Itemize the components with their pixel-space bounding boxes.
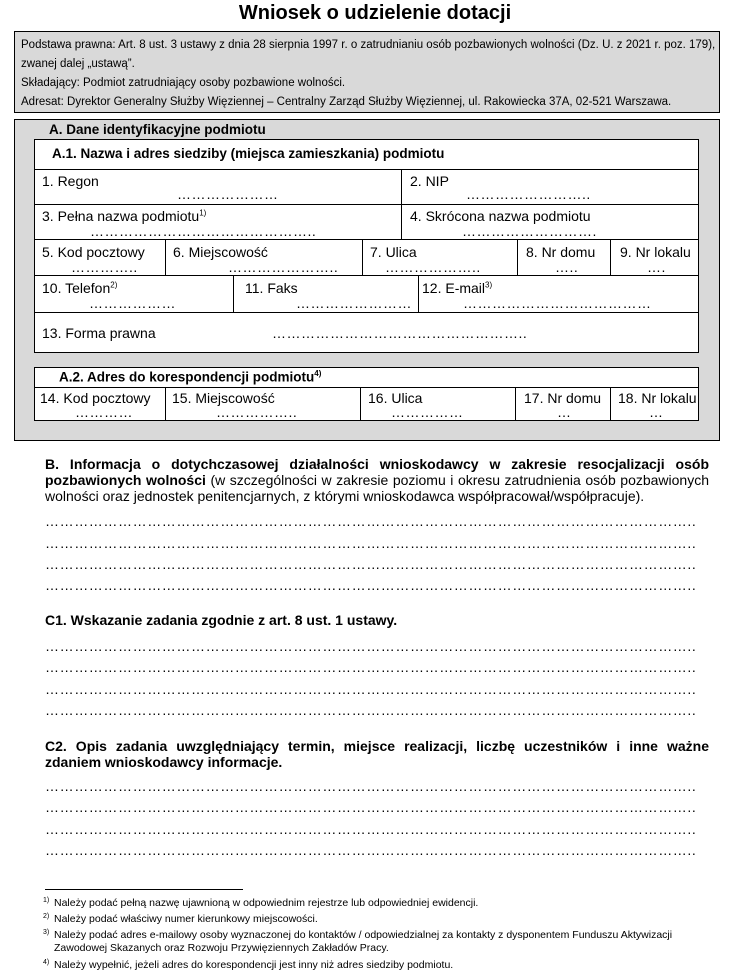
section-c1-fill-line[interactable]: ……………………………………………………………………………………………………………………..	[45, 638, 697, 654]
section-c2-title: C2. Opis zadania uwzględniający termin, miejsce realizacji, liczbę uczestników i inne ważne zdaniem wnioskodawcy informacje.	[45, 738, 709, 770]
footnote-text: Należy podać pełną nazwę ujawnioną w odpowiednim rejestrze lub odpowiedniej ewidencji.	[54, 897, 479, 909]
fax-dots: ……………………	[296, 295, 412, 311]
house-number-field[interactable]	[517, 239, 611, 276]
full-name-field[interactable]	[34, 204, 402, 240]
section-c2-fill-line[interactable]: ……………………………………………………………………………………………………………………..	[45, 821, 697, 837]
footnote	[45, 929, 715, 955]
corr-city-label: 15. Miejscowość	[172, 390, 275, 406]
short-name-field[interactable]	[401, 204, 699, 240]
section-b-title: B. Informacja o dotychczasowej działalności wnioskodawcy w zakresie resocjalizacji osób pozbawionych wolności	[45, 456, 709, 488]
corr-apartment-number-label: 18. Nr lokalu	[618, 390, 697, 406]
corr-street-dots: ……………	[391, 404, 464, 420]
city-field[interactable]	[165, 239, 363, 276]
section-b-fill-line[interactable]: ……………………………………………………………………………………………………………………..	[45, 535, 697, 551]
postal-code-label: 5. Kod pocztowy	[42, 244, 145, 260]
nip-field[interactable]	[401, 169, 699, 205]
form-title: Wniosek o udzielenie dotacji	[238, 2, 512, 24]
apartment-number-field[interactable]	[610, 239, 699, 276]
corr-apartment-number-field[interactable]	[610, 387, 699, 421]
footnote-divider	[45, 889, 243, 890]
footnote	[45, 897, 715, 910]
footnote-text: Należy podać właściwy numer kierunkowy miejscowości.	[54, 913, 318, 925]
short-name-dots: ……………………….	[462, 223, 597, 239]
legal-form-dots: ……………………………………………..	[272, 325, 528, 341]
legal-basis-box	[14, 31, 720, 113]
fax-field[interactable]	[233, 275, 419, 313]
footnote-number: 3)	[43, 929, 50, 936]
legal-basis-line: Podstawa prawna: Art. 8 ust. 3 ustawy z dnia 28 sierpnia 1997 r. o zatrudnianiu osób pozbawionych wolności (Dz. U. z 2021 r. poz. 179),	[21, 39, 716, 51]
addressee-line: Adresat: Dyrektor Generalny Służby Więziennej – Centralny Zarząd Służby Więziennej, ul. Rakowiecka 37A, 02-521 Warszawa.	[21, 96, 672, 108]
footnote-number: 4)	[43, 959, 50, 966]
regon-dots: …………………	[177, 186, 279, 202]
footnote-number: 2)	[43, 913, 50, 920]
footnote-number: 1)	[43, 897, 50, 904]
regon-label: 1. Regon	[42, 173, 99, 189]
section-b-fill-line[interactable]: ……………………………………………………………………………………………………………………..	[45, 577, 697, 593]
nip-dots: ……………………..	[466, 186, 591, 202]
section-b-fill-line[interactable]: ……………………………………………………………………………………………………………………..	[45, 513, 697, 529]
legal-form-label: 13. Forma prawna	[42, 325, 156, 341]
corr-house-number-label: 17. Nr domu	[524, 390, 602, 406]
nip-label: 2. NIP	[410, 173, 449, 189]
house-number-dots: …..	[555, 259, 579, 275]
full-name-dots: ………………………………………..	[90, 223, 317, 239]
corr-postal-code-dots: …………	[75, 404, 133, 420]
phone-dots: ………………	[89, 295, 176, 311]
section-c1-fill-line[interactable]: ……………………………………………………………………………………………………………………..	[45, 659, 697, 675]
corr-postal-code-label: 14. Kod pocztowy	[40, 390, 151, 406]
phone-label: 10. Telefon$^{2)}$	[42, 280, 118, 296]
corr-house-number-dots: …	[557, 404, 572, 420]
footnote	[45, 913, 715, 926]
section-c1-fill-line[interactable]: ……………………………………………………………………………………………………………………..	[45, 681, 697, 697]
a2-header	[34, 367, 699, 387]
corr-city-field[interactable]	[165, 387, 361, 421]
legal-form-field[interactable]	[34, 312, 699, 353]
city-label: 6. Miejscowość	[173, 244, 268, 260]
section-c2-fill-line[interactable]: ……………………………………………………………………………………………………………………..	[45, 778, 697, 794]
postal-code-field[interactable]	[34, 239, 166, 276]
a1-header	[34, 139, 699, 170]
section-c1-title: C1. Wskazanie zadania zgodnie z art. 8 ust. 1 ustawy.	[45, 612, 398, 628]
section-b-description: (w szczególności w zakresie poziomu i okresu zatrudnienia osób pozbawionych wolności oraz jednostek penitencjarnych, z którymi wnioskodawca współpracował/współpracuje).	[45, 472, 710, 504]
email-field[interactable]	[418, 275, 699, 313]
corr-street-label: 16. Ulica	[368, 390, 423, 406]
section-b-fill-line[interactable]: ……………………………………………………………………………………………………………………..	[45, 556, 697, 572]
corr-house-number-field[interactable]	[515, 387, 611, 421]
section-a-title: A. Dane identyfikacyjne podmiotu	[49, 122, 266, 137]
corr-street-field[interactable]	[360, 387, 516, 421]
city-dots: …………………..	[228, 259, 339, 275]
corr-apartment-number-dots: …	[649, 404, 664, 420]
section-c2-fill-line[interactable]: ……………………………………………………………………………………………………………………..	[45, 799, 697, 815]
footnote-text: Należy podać adres e-mailowy osoby wyznaczonej do kontaktów / odpowiedzialnej za kontakty z dysponentem Funduszu Aktywizacji Zawodowej Skazanych oraz Rozwoju Przywięziennych Zakładów Pracy.	[54, 929, 673, 954]
email-label: 12. E-mail$^{3)}$	[422, 280, 493, 296]
apartment-number-dots: ….	[647, 259, 666, 275]
footnote-text: Należy wypełnić, jeżeli adres do korespondencji jest inny niż adres siedziby podmiotu.	[54, 959, 454, 971]
legal-basis-line: zwanej dalej „ustawą”.	[21, 58, 135, 70]
postal-code-dots: …………..	[71, 259, 138, 275]
section-c2-fill-line[interactable]: ……………………………………………………………………………………………………………………..	[45, 842, 697, 858]
short-name-label: 4. Skrócona nazwa podmiotu	[410, 208, 591, 224]
apartment-number-label: 9. Nr lokalu	[620, 244, 691, 260]
footnote	[45, 959, 715, 972]
fax-label: 11. Faks	[245, 280, 298, 296]
a2-title: A.2. Adres do korespondencji podmiotu$^{4)}$	[59, 369, 322, 385]
email-dots: …………………………………	[463, 295, 652, 311]
corr-city-dots: ……………..	[216, 404, 298, 420]
street-dots: ………………..	[385, 259, 481, 275]
regon-field[interactable]	[34, 169, 402, 205]
corr-postal-code-field[interactable]	[34, 387, 166, 421]
a1-title: A.1. Nazwa i adres siedziby (miejsca zamieszkania) podmiotu	[52, 146, 445, 161]
street-label: 7. Ulica	[370, 244, 417, 260]
section-b-heading	[45, 456, 709, 504]
phone-field[interactable]	[34, 275, 234, 313]
full-name-label: 3. Pełna nazwa podmiotu$^{1)}$	[42, 208, 207, 224]
street-field[interactable]	[362, 239, 518, 276]
submitter-line: Składający: Podmiot zatrudniający osoby pozbawione wolności.	[21, 77, 346, 89]
section-c1-fill-line[interactable]: ……………………………………………………………………………………………………………………..	[45, 702, 697, 718]
house-number-label: 8. Nr domu	[526, 244, 596, 260]
